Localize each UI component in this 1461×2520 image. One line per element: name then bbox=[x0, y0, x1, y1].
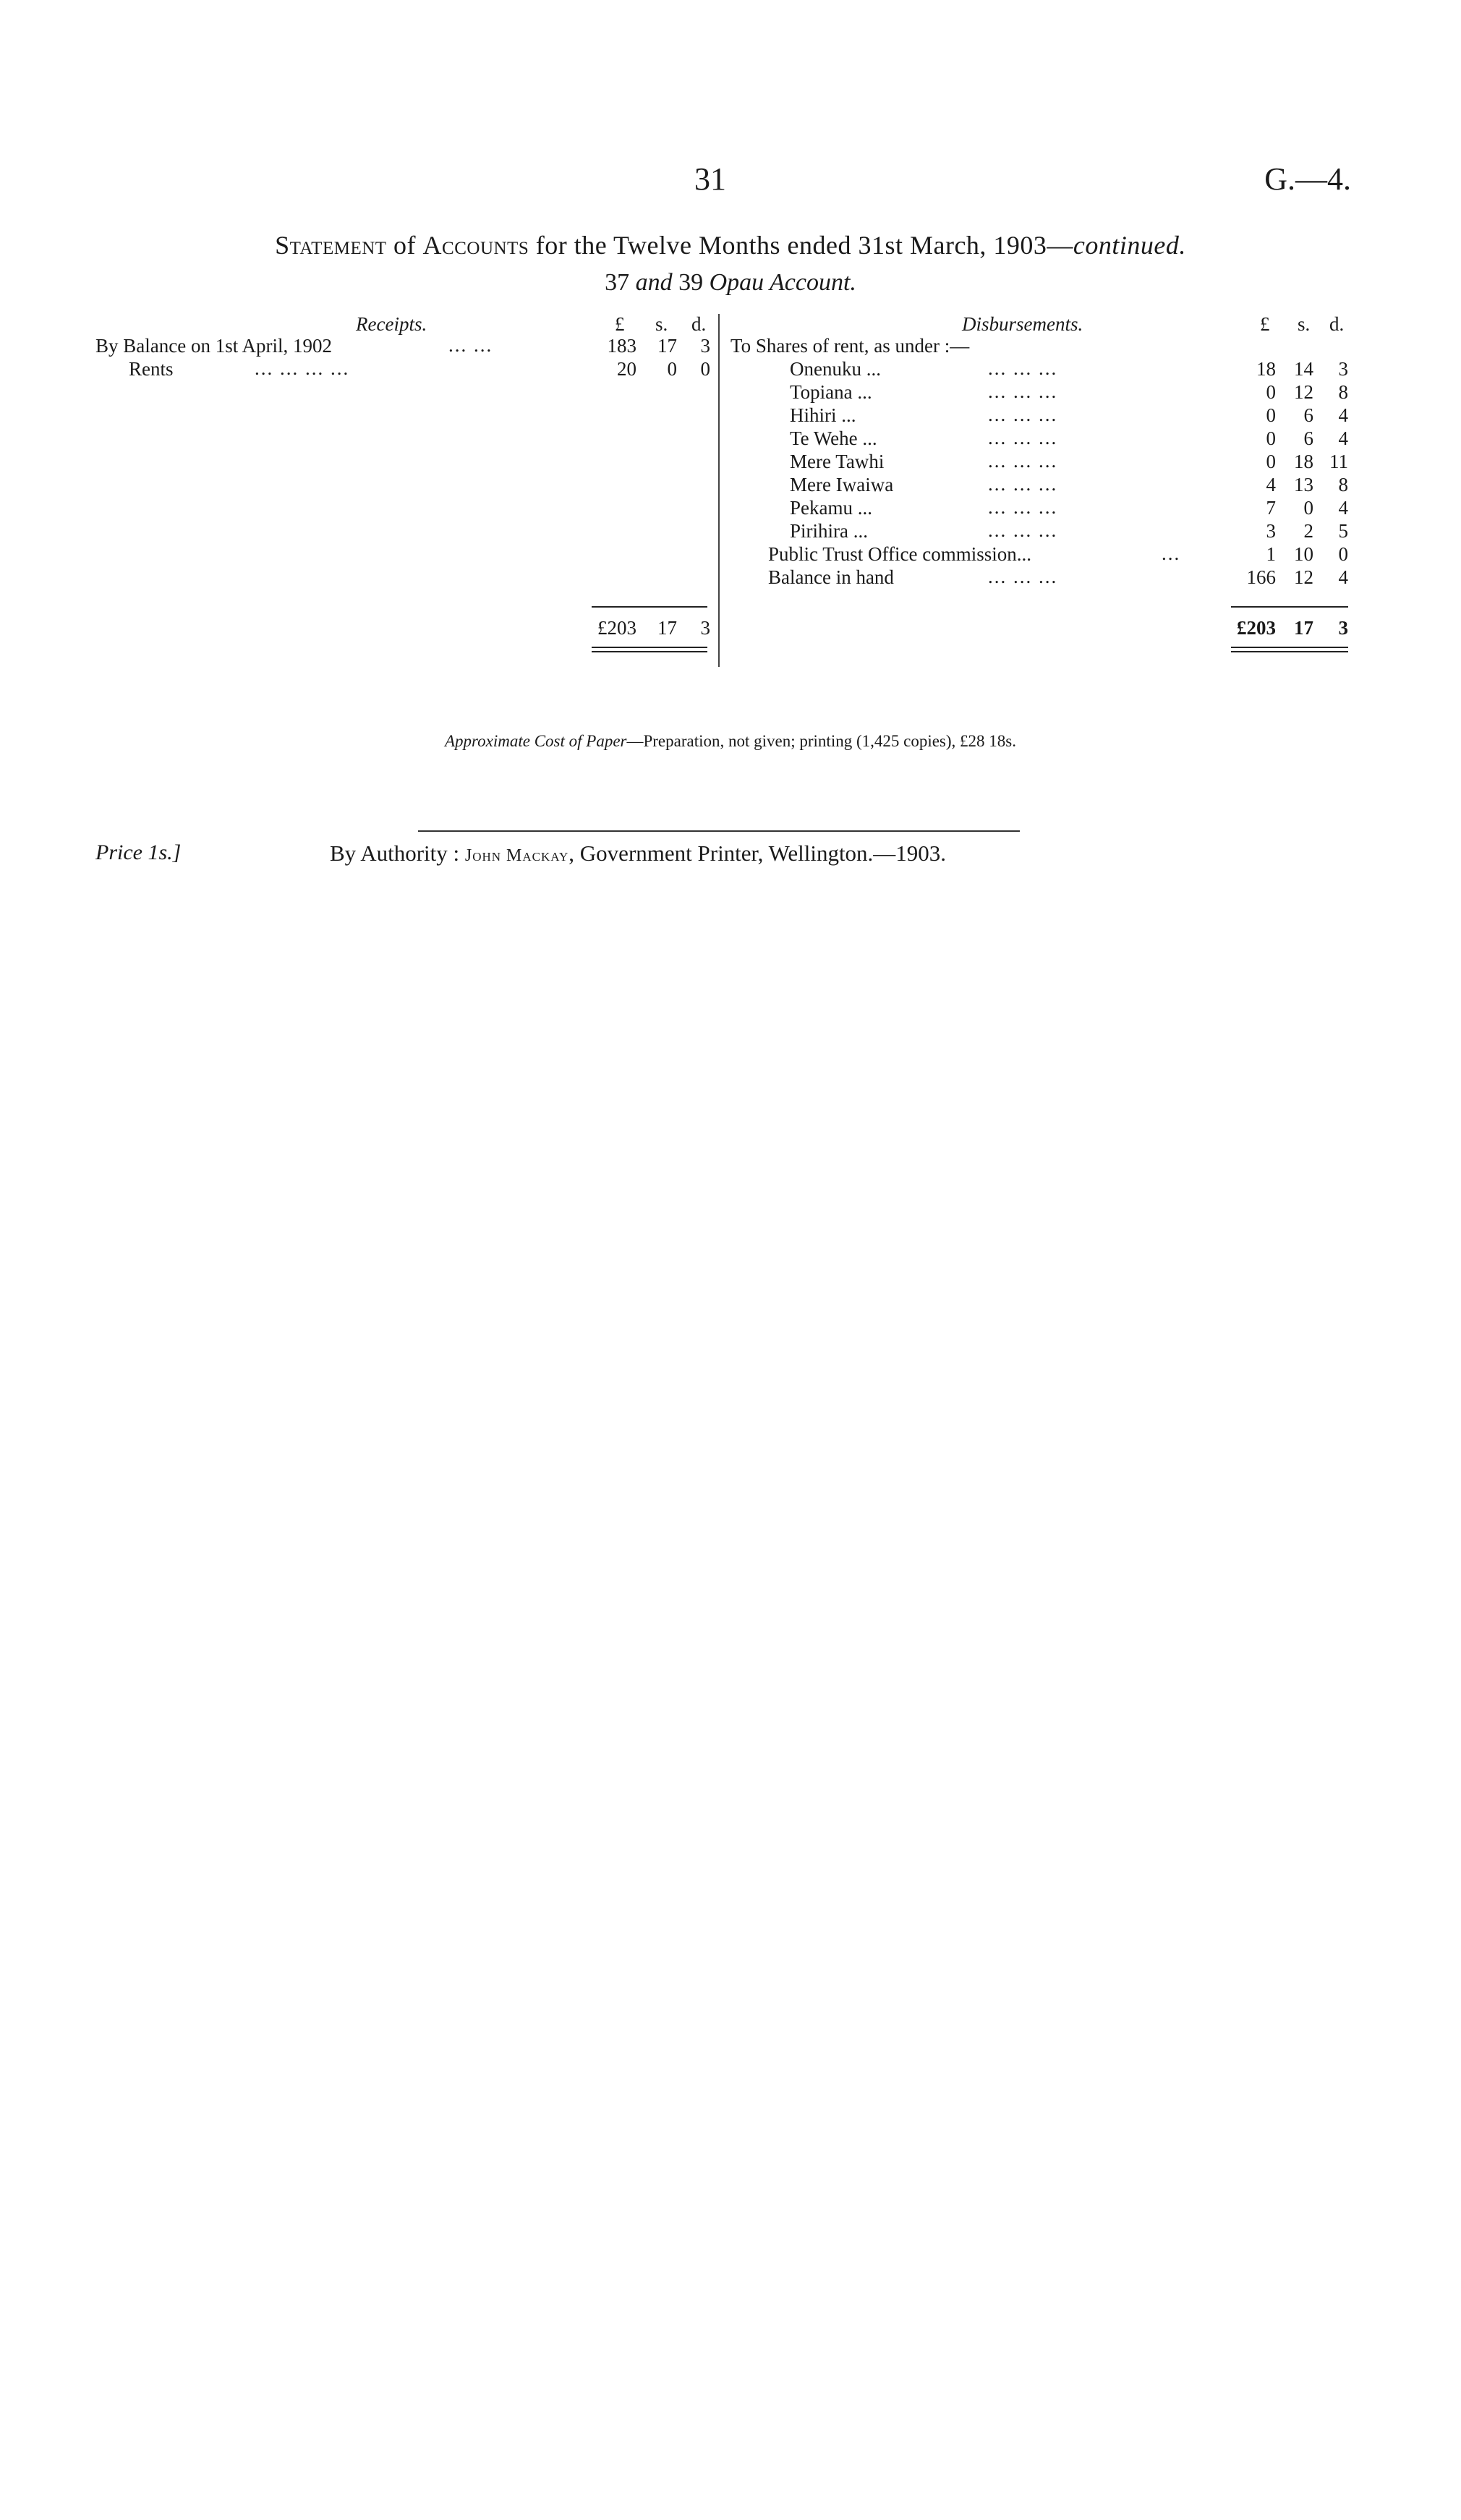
disbursement-shillings: 6 bbox=[1303, 404, 1313, 426]
disbursement-leader-dots: ... ... ... bbox=[988, 496, 1058, 518]
disbursement-shillings: 12 bbox=[1294, 381, 1313, 403]
imprint-rule bbox=[418, 830, 1020, 832]
page-number: 31 bbox=[694, 161, 726, 197]
receipt-leader-dots: ... ... ... ... bbox=[255, 357, 350, 379]
receipt-pounds: 20 bbox=[617, 358, 636, 380]
disbursements-total-rule-bottom-1 bbox=[1231, 647, 1348, 648]
disbursement-pence: 3 bbox=[1338, 358, 1348, 380]
column-divider bbox=[718, 314, 720, 667]
subtitle-num2: 39 bbox=[678, 269, 704, 296]
disbursement-label: Mere Iwaiwa bbox=[790, 474, 894, 495]
disbursement-label: Pirihira ... bbox=[790, 520, 868, 542]
disbursement-pounds: 0 bbox=[1266, 451, 1276, 472]
disbursement-leader-dots: ... ... ... bbox=[988, 357, 1058, 379]
balance-shillings: 12 bbox=[1294, 566, 1313, 588]
receipts-total-rule-top bbox=[592, 606, 707, 608]
receipts-total-pence: 3 bbox=[700, 617, 710, 639]
statement-title bbox=[0, 230, 1461, 260]
receipts-heading: Receipts. bbox=[356, 313, 427, 335]
disbursement-label: Mere Tawhi bbox=[790, 451, 885, 472]
subtitle-num1: 37 bbox=[605, 269, 630, 296]
disbursements-total-rule-bottom-2 bbox=[1231, 651, 1348, 652]
disbursements-col-pounds: £ bbox=[1260, 313, 1270, 335]
commission-shillings: 10 bbox=[1294, 543, 1313, 565]
balance-pounds: 166 bbox=[1246, 566, 1276, 588]
disbursement-label: Hihiri ... bbox=[790, 404, 856, 426]
balance-pence: 4 bbox=[1338, 566, 1348, 588]
disbursements-total-rule-top bbox=[1231, 606, 1348, 608]
disbursement-pounds: 4 bbox=[1266, 474, 1276, 495]
series-reference: G.—4. bbox=[1264, 161, 1351, 197]
title-word-statement: Statement bbox=[275, 231, 387, 260]
price-label: Price 1s.] bbox=[95, 840, 182, 864]
disbursement-shillings: 18 bbox=[1294, 451, 1313, 472]
disbursement-pounds: 0 bbox=[1266, 404, 1276, 426]
subtitle-and: and bbox=[635, 269, 673, 296]
disbursement-pence: 5 bbox=[1338, 520, 1348, 542]
receipts-col-shillings: s. bbox=[655, 313, 668, 335]
disbursement-pence: 11 bbox=[1329, 451, 1348, 472]
receipts-col-pence: d. bbox=[691, 313, 707, 335]
disbursement-leader-dots: ... ... ... bbox=[988, 404, 1058, 425]
disbursement-leader-dots: ... ... ... bbox=[988, 380, 1058, 402]
disbursement-pence: 4 bbox=[1338, 427, 1348, 449]
receipts-col-pounds: £ bbox=[615, 313, 625, 335]
disbursements-col-pence: d. bbox=[1329, 313, 1345, 335]
balance-leader-dots: ... ... ... bbox=[988, 566, 1058, 587]
commission-label: Public Trust Office commission... bbox=[768, 543, 1032, 565]
commission-pence: 0 bbox=[1338, 543, 1348, 565]
disbursement-shillings: 6 bbox=[1303, 427, 1313, 449]
footnote-text: —Preparation, not given; printing (1,425 copies), £28 18s. bbox=[626, 732, 1016, 750]
title-of: of bbox=[386, 231, 423, 260]
disbursement-label: Onenuku ... bbox=[790, 358, 881, 380]
title-word-accounts: Accounts bbox=[422, 231, 529, 260]
disbursement-leader-dots: ... ... ... bbox=[988, 519, 1058, 541]
disbursement-shillings: 13 bbox=[1294, 474, 1313, 495]
commission-pounds: 1 bbox=[1266, 543, 1276, 565]
disbursement-label: Pekamu ... bbox=[790, 497, 872, 519]
disbursement-pence: 4 bbox=[1338, 497, 1348, 519]
receipt-leader-dots: ... ... bbox=[448, 334, 493, 356]
disbursement-shillings: 14 bbox=[1294, 358, 1313, 380]
receipt-pence: 0 bbox=[700, 358, 710, 380]
disbursement-pounds: 18 bbox=[1256, 358, 1276, 380]
disbursement-pence: 8 bbox=[1338, 474, 1348, 495]
disbursement-pounds: 0 bbox=[1266, 427, 1276, 449]
printer-imprint bbox=[330, 840, 946, 867]
title-continued: continued. bbox=[1073, 231, 1186, 260]
disbursements-total-pence: 3 bbox=[1338, 617, 1348, 639]
disbursements-heading: Disbursements. bbox=[962, 313, 1083, 335]
receipt-shillings: 0 bbox=[667, 358, 677, 380]
title-rest: for the Twelve Months ended 31st March, 1903— bbox=[529, 231, 1073, 260]
receipts-total-rule-bottom-2 bbox=[592, 651, 707, 652]
receipt-pence: 3 bbox=[700, 335, 710, 357]
disbursement-label: Te Wehe ... bbox=[790, 427, 877, 449]
disbursements-col-shillings: s. bbox=[1298, 313, 1311, 335]
receipts-total-shillings: 17 bbox=[657, 617, 677, 639]
receipts-total-pounds: £203 bbox=[597, 617, 636, 639]
receipt-label: By Balance on 1st April, 1902 bbox=[95, 335, 332, 357]
balance-label: Balance in hand bbox=[768, 566, 894, 588]
imprint-by: By Authority : bbox=[330, 840, 465, 866]
disbursement-pounds: 0 bbox=[1266, 381, 1276, 403]
disbursement-pence: 4 bbox=[1338, 404, 1348, 426]
disbursement-pounds: 3 bbox=[1266, 520, 1276, 542]
receipt-pounds: 183 bbox=[607, 335, 636, 357]
receipt-shillings: 17 bbox=[657, 335, 677, 357]
receipt-label: Rents bbox=[129, 358, 174, 380]
disbursements-intro: To Shares of rent, as under :— bbox=[730, 335, 970, 357]
disbursement-pounds: 7 bbox=[1266, 497, 1276, 519]
account-subtitle bbox=[0, 269, 1461, 297]
disbursement-shillings: 2 bbox=[1303, 520, 1313, 542]
disbursement-leader-dots: ... ... ... bbox=[988, 473, 1058, 495]
disbursement-leader-dots: ... ... ... bbox=[988, 427, 1058, 448]
disbursement-shillings: 0 bbox=[1303, 497, 1313, 519]
imprint-printer-name: John Mackay bbox=[464, 846, 569, 865]
cost-footnote bbox=[0, 732, 1461, 751]
subtitle-name: Opau Account. bbox=[709, 269, 856, 296]
disbursement-leader-dots: ... ... ... bbox=[988, 450, 1058, 472]
disbursement-pence: 8 bbox=[1338, 381, 1348, 403]
receipts-total-rule-bottom-1 bbox=[592, 647, 707, 648]
disbursements-total-shillings: 17 bbox=[1294, 617, 1313, 639]
imprint-rest: , Government Printer, Wellington.—1903. bbox=[568, 840, 947, 866]
disbursements-total-pounds: £203 bbox=[1237, 617, 1276, 639]
commission-leader-dots: ... bbox=[1162, 542, 1181, 564]
disbursement-label: Topiana ... bbox=[790, 381, 872, 403]
footnote-italic: Approximate Cost of Paper bbox=[445, 732, 627, 750]
